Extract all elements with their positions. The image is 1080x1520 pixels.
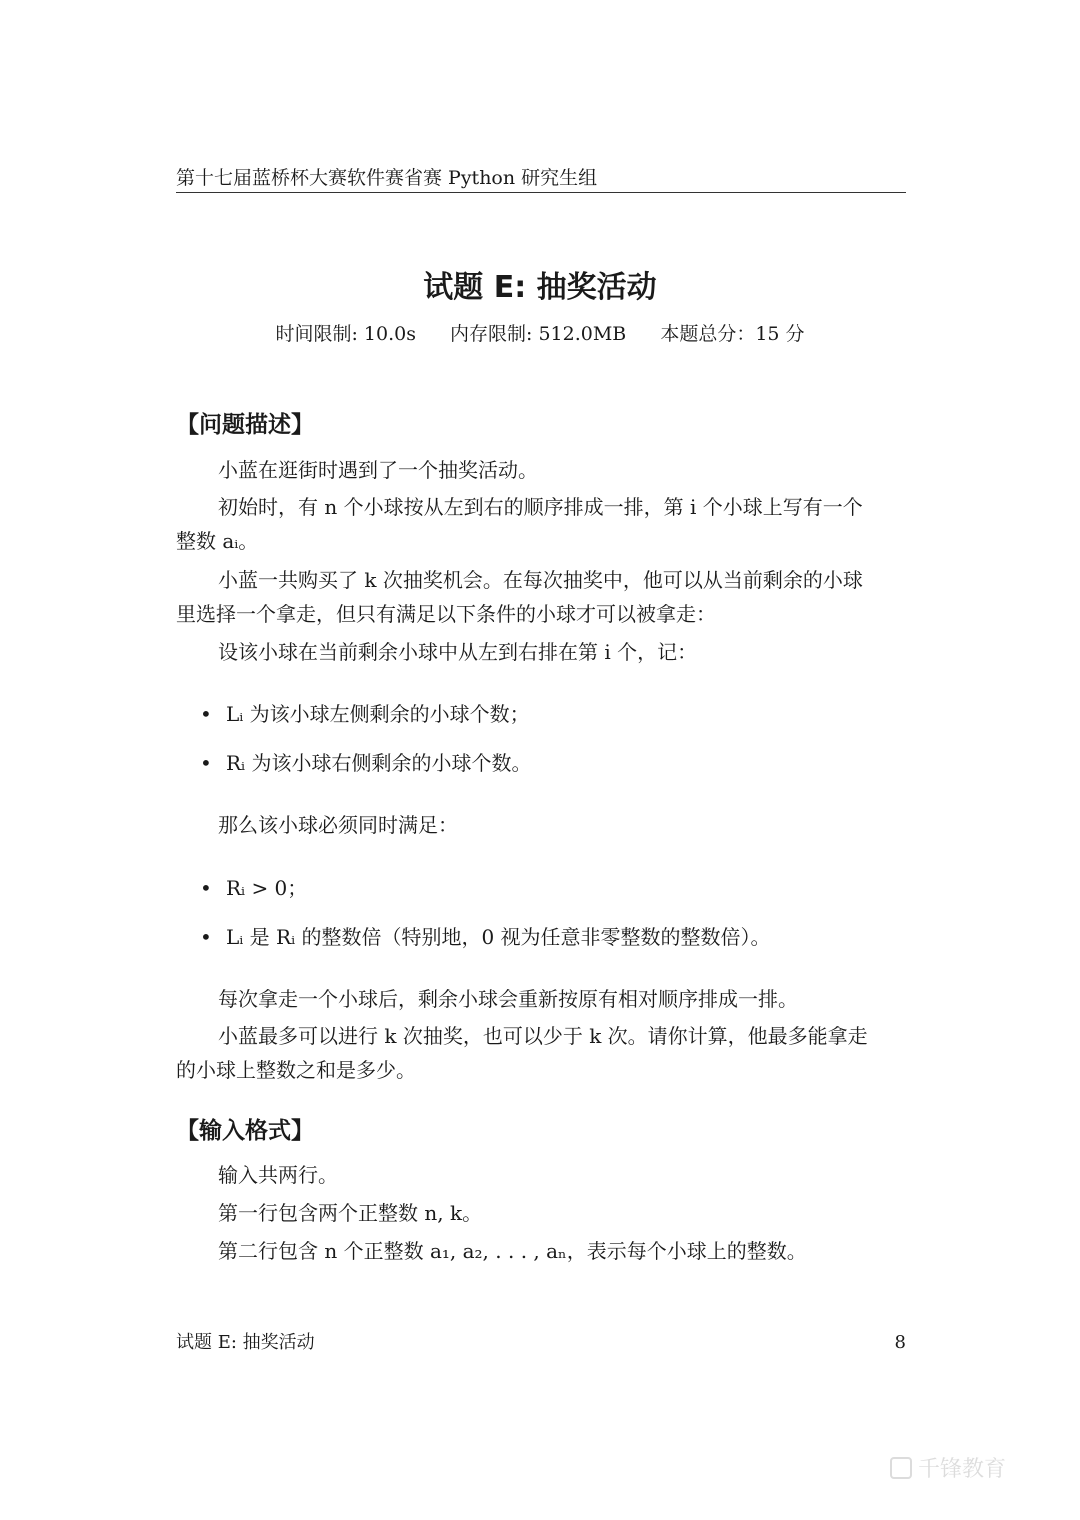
list-item-text: Rᵢ 为该小球右侧剩余的小球个数。 [226, 751, 532, 775]
paragraph-line: 小蓝一共购买了 k 次抽奖机会。在每次抽奖中，他可以从当前剩余的小球 [218, 568, 863, 592]
section-heading-description: 【问题描述】 [176, 412, 314, 438]
paragraph-line: 小蓝最多可以进行 k 次抽奖，也可以少于 k 次。请你计算，他最多能拿走 [218, 1024, 868, 1048]
header-rule [176, 192, 906, 193]
page-header: 第十七届蓝桥杯大赛软件赛省赛 Python 研究生组 [176, 167, 598, 189]
list-item-text: Rᵢ > 0； [226, 876, 308, 900]
list-item [200, 920, 771, 954]
footer-title: 试题 E: 抽奖活动 [176, 1332, 315, 1353]
watermark-text: 千锋教育 [918, 1457, 1007, 1482]
paragraph: 每次拿走一个小球后，剩余小球会重新按原有相对顺序排成一排。 [218, 987, 798, 1011]
total-score: 本题总分：15 分 [660, 323, 805, 345]
memory-limit: 内存限制: 512.0MB [450, 323, 627, 345]
paragraph: 第二行包含 n 个正整数 a₁, a₂, . . . , aₙ，表示每个小球上的整数。 [218, 1239, 807, 1263]
time-limit: 时间限制: 10.0s [275, 323, 416, 345]
list-item [200, 871, 307, 905]
list-item-text: Lᵢ 是 Rᵢ 的整数倍（特别地，0 视为任意非零整数的整数倍）。 [226, 925, 771, 949]
bullet-dot: • [200, 702, 212, 726]
watermark-logo-icon [890, 1457, 912, 1479]
bullet-dot: • [200, 925, 212, 949]
page-number: 8 [894, 1332, 906, 1353]
watermark [890, 1455, 1060, 1485]
list-item [200, 746, 531, 780]
list-item-text: Lᵢ 为该小球左侧剩余的小球个数； [226, 702, 530, 726]
problem-meta [0, 318, 1080, 350]
paragraph: 小蓝在逛街时遇到了一个抽奖活动。 [218, 458, 538, 482]
paragraph: 输入共两行。 [218, 1163, 338, 1187]
section-heading-input-format: 【输入格式】 [176, 1118, 314, 1144]
problem-title: 试题 E: 抽奖活动 [423, 270, 657, 305]
paragraph: 那么该小球必须同时满足： [218, 813, 458, 837]
paragraph-line: 初始时，有 n 个小球按从左到右的顺序排成一排，第 i 个小球上写有一个 [218, 495, 863, 519]
bullet-dot: • [200, 751, 212, 775]
list-item [200, 697, 530, 731]
paragraph-line: 的小球上整数之和是多少。 [176, 1058, 416, 1082]
paragraph-line: 里选择一个拿走，但只有满足以下条件的小球才可以被拿走： [176, 602, 716, 626]
paragraph-line: 整数 aᵢ。 [176, 529, 259, 553]
paragraph: 设该小球在当前剩余小球中从左到右排在第 i 个，记： [218, 640, 698, 664]
paragraph: 第一行包含两个正整数 n, k。 [218, 1201, 483, 1225]
bullet-dot: • [200, 876, 212, 900]
